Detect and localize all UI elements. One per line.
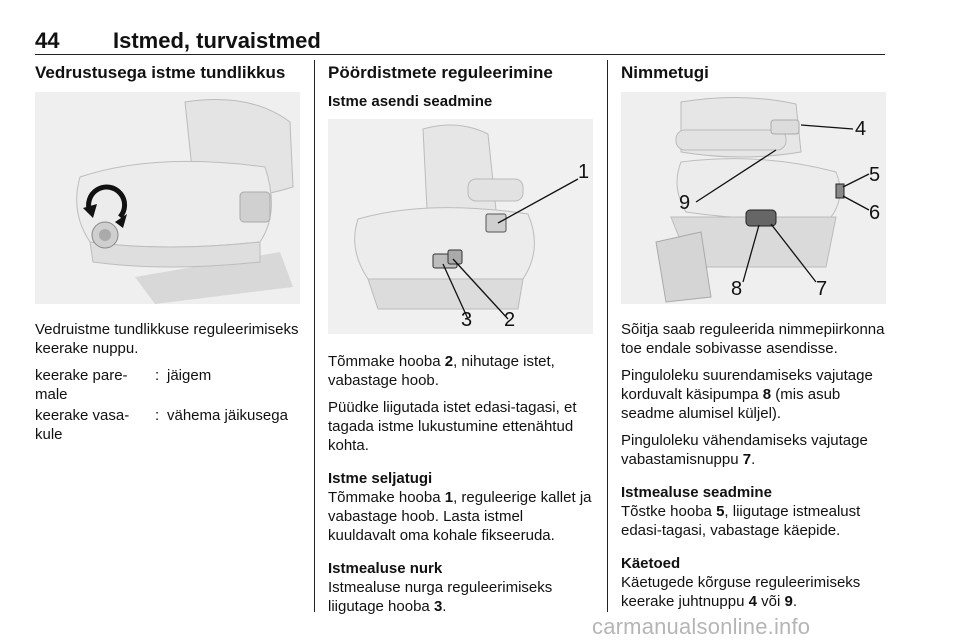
callout-9: 9 xyxy=(679,192,691,214)
figure-lumbar-controls xyxy=(621,92,886,304)
seat-levers-illustration xyxy=(328,119,593,334)
callout-5: 5 xyxy=(869,164,881,186)
callout-4: 4 xyxy=(855,118,867,140)
callout-7: 7 xyxy=(816,278,828,300)
kv-key-left: keerake vasa-kule xyxy=(35,407,130,443)
callout-2: 2 xyxy=(504,309,516,331)
callout-1: 1 xyxy=(578,161,590,183)
subheading-seat-position: Istme asendi seadmine xyxy=(328,93,493,110)
kv-key-right: keerake pare-male xyxy=(35,367,128,403)
backrest-instruction: Tõmmake hooba 1, reguleerige kallet ja vabastage hoob. Lasta istmel kuuldavalt oma kohale fikseeruda. xyxy=(328,489,592,544)
kv-sep-left: : xyxy=(155,407,160,424)
kv-sep-right: : xyxy=(155,367,160,384)
cushion-angle-instruction: Istmealuse nurga reguleerimiseks liigutage hooba 3. xyxy=(328,579,553,615)
seat-base-instruction: Tõstke hooba 5, liigutage istmealust edasi-tagasi, vabastage käepide. xyxy=(621,503,861,539)
column-3 xyxy=(621,62,886,611)
section-heading-swivel-seat: Pöördistmete reguleerimine xyxy=(328,63,553,82)
column-2 xyxy=(328,62,593,616)
callout-6: 6 xyxy=(869,202,881,224)
seat-position-step1: Tõmmake hooba 2, nihutage istet, vabastage hoob. xyxy=(328,353,555,389)
spring-seat-instruction: Vedruistme tundlikkuse reguleerimiseks keerake nuppu. xyxy=(35,321,299,357)
page-number: 44 xyxy=(35,28,60,53)
page-header xyxy=(35,28,885,54)
seat-position-step2: Püüdke liigutada istet edasi-tagasi, et tagada istme lukustumine ettenähtud kohta. xyxy=(328,399,577,454)
figure-seat-knob xyxy=(35,92,300,304)
lumbar-intro: Sõitja saab reguleerida nimmepiirkonna toe endale sobivasse asendisse. xyxy=(621,321,885,357)
lumbar-controls-illustration xyxy=(621,92,886,304)
knob-direction-table xyxy=(35,366,300,446)
column-divider-1 xyxy=(314,60,315,612)
subheading-cushion-angle: Istmealuse nurk xyxy=(328,560,443,577)
lumbar-increase: Pinguloleku suurendamiseks vajutage korduvalt käsipumpa 8 (mis asub seadme alumisel küljel). xyxy=(621,367,873,422)
armrest-instruction: Käetugede kõrguse reguleerimiseks keerake juhtnuppu 4 või 9. xyxy=(621,574,861,610)
figure-seat-levers xyxy=(328,119,593,334)
page-title: Istmed, turvaistmed xyxy=(113,28,321,53)
kv-value-right: jäigem xyxy=(167,367,212,384)
subheading-backrest: Istme seljatugi xyxy=(328,470,433,487)
subheading-seat-base: Istmealuse seadmine xyxy=(621,484,772,501)
header-rule xyxy=(35,54,885,55)
seat-knob-illustration xyxy=(35,92,300,304)
section-heading-lumbar: Nimmetugi xyxy=(621,63,709,82)
lumbar-decrease: Pinguloleku vähendamiseks vajutage vabastamisnuppu 7. xyxy=(621,432,868,468)
callout-3: 3 xyxy=(461,309,473,331)
callout-8: 8 xyxy=(731,278,743,300)
section-heading-spring-seat: Vedrustusega istme tundlikkus xyxy=(35,63,286,82)
column-1 xyxy=(35,62,300,446)
kv-value-left: vähema jäikusega xyxy=(167,407,288,424)
watermark: carmanualsonline.info xyxy=(592,614,811,639)
column-divider-2 xyxy=(607,60,608,612)
subheading-armrests: Käetoed xyxy=(621,555,681,572)
